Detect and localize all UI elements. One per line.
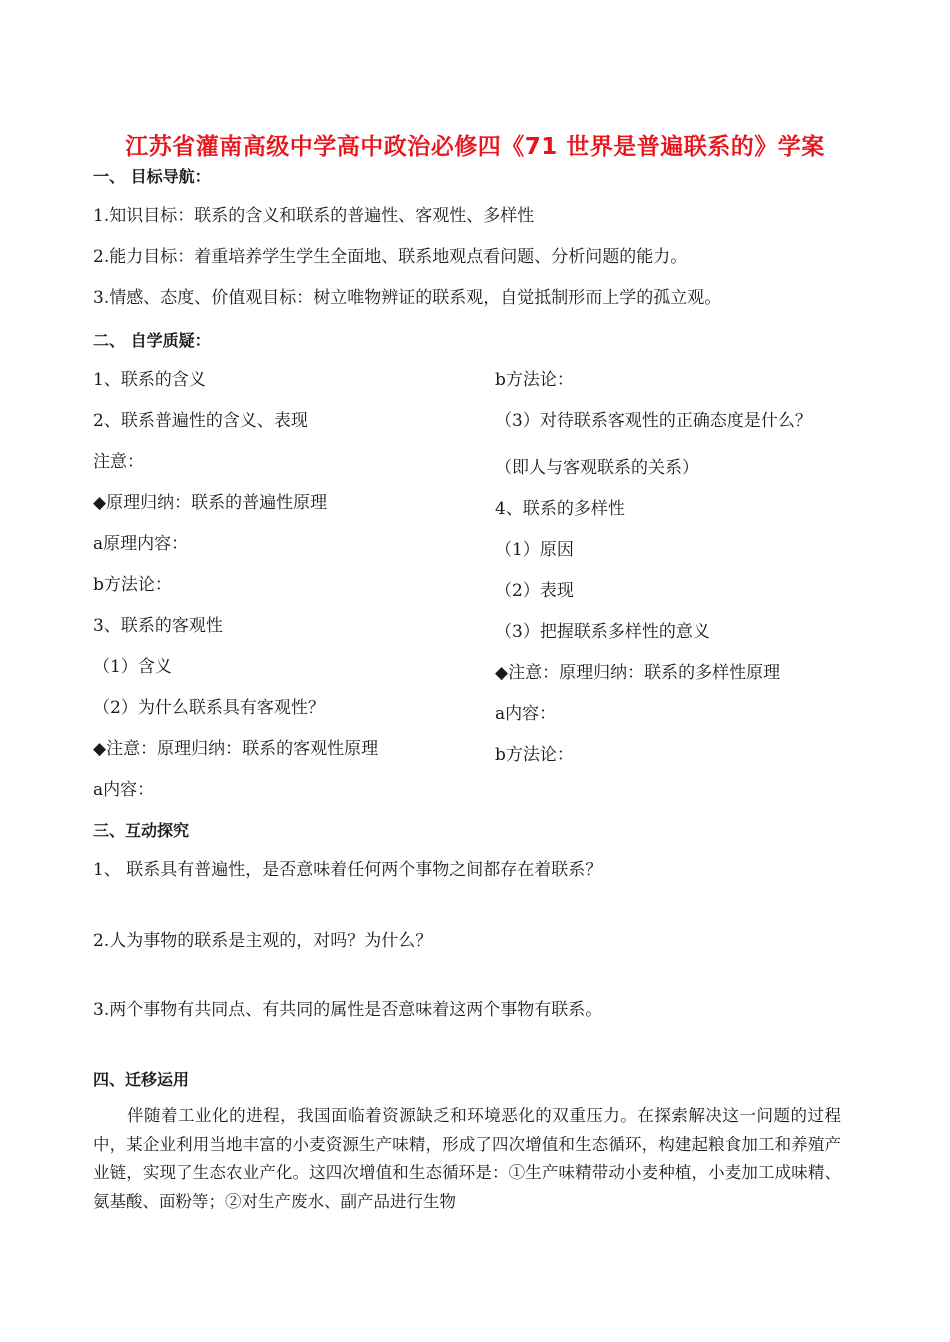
- right-column-item: （3）对待联系客观性的正确态度是什么？: [495, 411, 812, 431]
- left-column-item: a内容：: [93, 780, 155, 800]
- left-column-item: b方法论：: [93, 575, 172, 595]
- page-title: 江苏省灌南高级中学高中政治必修四《71 世界是普遍联系的》学案: [125, 134, 825, 160]
- section-heading-goals: 一、 目标导航：: [93, 167, 211, 186]
- right-column-item: （即人与客观联系的关系）: [495, 458, 699, 478]
- section-heading-inquiry: 三、互动探究: [93, 821, 190, 840]
- inquiry-question: 1、 联系具有普遍性，是否意味着任何两个事物之间都存在着联系？: [93, 860, 603, 880]
- section-heading-application: 四、迁移运用: [93, 1070, 190, 1089]
- goal-item: 3.情感、态度、价值观目标：树立唯物辨证的联系观，自觉抵制形而上学的孤立观。: [93, 288, 722, 308]
- right-column-item: （3）把握联系多样性的意义: [495, 622, 710, 642]
- right-column-item: a内容：: [495, 704, 557, 724]
- left-column-item: a原理内容：: [93, 534, 189, 554]
- right-column-item: 4、联系的多样性: [495, 499, 625, 519]
- goal-item: 1.知识目标：联系的含义和联系的普遍性、客观性、多样性: [93, 206, 535, 226]
- left-column-item: ◆原理归纳：联系的普遍性原理: [93, 493, 328, 513]
- right-column-item: （1）原因: [495, 540, 574, 560]
- left-column-item: （2）为什么联系具有客观性？: [93, 698, 325, 718]
- right-column-item: b方法论：: [495, 370, 574, 390]
- left-column-item: ◆注意：原理归纳：联系的客观性原理: [93, 739, 379, 759]
- left-column-item: （1）含义: [93, 657, 172, 677]
- right-column-item: ◆注意：原理归纳：联系的多样性原理: [495, 663, 781, 683]
- right-column-item: b方法论：: [495, 745, 574, 765]
- left-column-item: 注意：: [93, 452, 144, 472]
- left-column-item: 1、联系的含义: [93, 370, 206, 390]
- left-column-item: 2、联系普遍性的含义、表现: [93, 411, 308, 431]
- application-paragraph: 伴随着工业化的进程，我国面临着资源缺乏和环境恶化的双重压力。在探索解决这一问题的过程中，某企业利用当地丰富的小麦资源生产味精，形成了四次增值和生态循环，构建起粮食加工和养殖产业链，实现了生态农业产化。这四次增值和生态循环是：①生产味精带动小麦种植，小麦加工成味精、氨基酸、面粉等；②对生产废水、副产品进行生物: [93, 1106, 841, 1211]
- right-column-item: （2）表现: [495, 581, 574, 601]
- goal-item: 2.能力目标：着重培养学生学生全面地、联系地观点看问题、分析问题的能力。: [93, 247, 688, 267]
- left-column-item: 3、联系的客观性: [93, 616, 223, 636]
- inquiry-question: 3.两个事物有共同点、有共同的属性是否意味着这两个事物有联系。: [93, 1000, 603, 1020]
- section-heading-self-study: 二、 自学质疑：: [93, 331, 211, 350]
- inquiry-question: 2.人为事物的联系是主观的，对吗？为什么？: [93, 931, 433, 951]
